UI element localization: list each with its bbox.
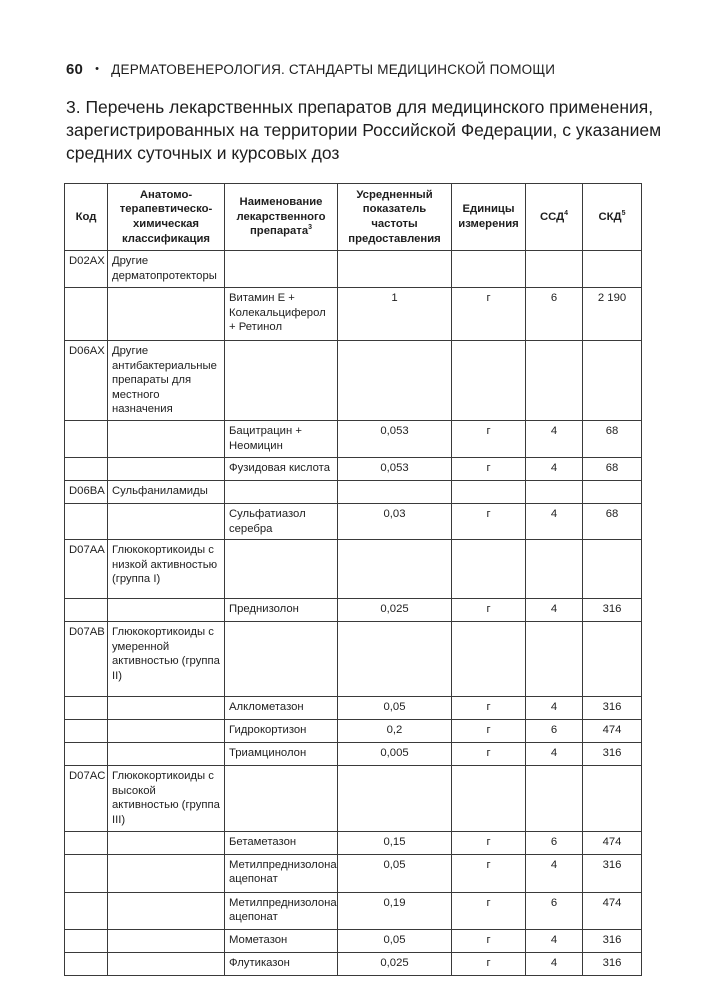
- unit-cell: г: [452, 929, 526, 952]
- header-unit: Единицы измерения: [452, 184, 526, 251]
- drug-name-cell: Флутиказон: [225, 952, 338, 975]
- bullet-separator: •: [95, 63, 100, 75]
- table-row: [65, 341, 642, 421]
- code-cell: [65, 720, 108, 743]
- ssd-cell: 4: [526, 457, 583, 480]
- drug-name-cell: Алклометазон: [225, 697, 338, 720]
- ssd-cell: 4: [526, 697, 583, 720]
- page-number: 60: [66, 60, 84, 78]
- drug-name-cell: Преднизолон: [225, 599, 338, 622]
- classification-cell: [108, 929, 225, 952]
- section-title-line: зарегистрированных на территории Российской Федерации, с указанием: [66, 120, 662, 140]
- code-cell: [65, 854, 108, 892]
- unit-cell: г: [452, 457, 526, 480]
- running-header: [66, 58, 555, 80]
- frequency-cell: 0,053: [338, 420, 452, 457]
- section-title-line: 3. Перечень лекарственных препаратов для медицинского применения,: [66, 97, 654, 117]
- classification-cell: [108, 831, 225, 854]
- skd-cell: 68: [583, 420, 642, 457]
- header-code: Код: [65, 184, 108, 251]
- drug-name-cell: Мометазон: [225, 929, 338, 952]
- classification-cell: [108, 288, 225, 341]
- unit-cell: г: [452, 599, 526, 622]
- code-cell: D07AA: [65, 540, 108, 599]
- ssd-cell: 4: [526, 743, 583, 766]
- frequency-cell: 0,05: [338, 697, 452, 720]
- frequency-cell: [338, 540, 452, 599]
- drug-name-cell: Фузидовая кислота: [225, 457, 338, 480]
- frequency-cell: 0,03: [338, 503, 452, 539]
- table-row: [65, 929, 642, 952]
- frequency-cell: [338, 480, 452, 503]
- ssd-cell: [526, 622, 583, 697]
- classification-cell: [108, 743, 225, 766]
- classification-cell: [108, 892, 225, 929]
- frequency-cell: 0,005: [338, 743, 452, 766]
- unit-cell: [452, 540, 526, 599]
- code-cell: [65, 288, 108, 341]
- skd-cell: 316: [583, 854, 642, 892]
- frequency-cell: [338, 341, 452, 421]
- drug-name-cell: [225, 622, 338, 697]
- unit-cell: г: [452, 831, 526, 854]
- frequency-cell: 0,053: [338, 457, 452, 480]
- unit-cell: г: [452, 697, 526, 720]
- code-cell: D02AX: [65, 251, 108, 288]
- drug-name-cell: [225, 251, 338, 288]
- table-row: [65, 697, 642, 720]
- code-cell: [65, 697, 108, 720]
- frequency-cell: 0,2: [338, 720, 452, 743]
- table-row: [65, 892, 642, 929]
- unit-cell: [452, 622, 526, 697]
- skd-cell: 2 190: [583, 288, 642, 341]
- skd-cell: [583, 251, 642, 288]
- drug-name-cell: Гидрокортизон: [225, 720, 338, 743]
- skd-cell: [583, 540, 642, 599]
- unit-cell: [452, 480, 526, 503]
- code-cell: D06BA: [65, 480, 108, 503]
- header-drug: [225, 184, 338, 251]
- skd-cell: [583, 341, 642, 421]
- table-row: [65, 743, 642, 766]
- unit-cell: г: [452, 503, 526, 539]
- table-row: [65, 420, 642, 457]
- table-row: [65, 854, 642, 892]
- classification-cell: [108, 854, 225, 892]
- unit-cell: [452, 251, 526, 288]
- header-ssd: [526, 184, 583, 251]
- classification-cell: [108, 952, 225, 975]
- frequency-cell: 0,19: [338, 892, 452, 929]
- drug-name-cell: Витамин Е + Колекальциферол + Ретинол: [225, 288, 338, 341]
- ssd-cell: 4: [526, 420, 583, 457]
- ssd-cell: 6: [526, 720, 583, 743]
- table-row: [65, 540, 642, 599]
- table-row: [65, 251, 642, 288]
- classification-cell: Глюкокортикоиды с высокой активностью (группа III): [108, 766, 225, 831]
- unit-cell: г: [452, 892, 526, 929]
- skd-cell: 316: [583, 952, 642, 975]
- drug-name-cell: Метилпреднизолона ацепонат: [225, 854, 338, 892]
- unit-cell: г: [452, 720, 526, 743]
- table-row: [65, 720, 642, 743]
- drug-name-cell: [225, 480, 338, 503]
- code-cell: D06AX: [65, 341, 108, 421]
- drug-name-cell: Сульфатиазол серебра: [225, 503, 338, 539]
- drug-name-cell: [225, 766, 338, 831]
- classification-cell: [108, 720, 225, 743]
- unit-cell: г: [452, 743, 526, 766]
- unit-cell: [452, 766, 526, 831]
- drug-table: [64, 183, 642, 976]
- classification-cell: Глюкокортикоиды с низкой активностью (группа I): [108, 540, 225, 599]
- header-skd-footnote: 5: [621, 209, 626, 217]
- frequency-cell: 0,05: [338, 929, 452, 952]
- ssd-cell: [526, 341, 583, 421]
- header-ssd-label: ССД: [539, 210, 565, 223]
- ssd-cell: 4: [526, 929, 583, 952]
- frequency-cell: 0,05: [338, 854, 452, 892]
- skd-cell: 316: [583, 599, 642, 622]
- skd-cell: 474: [583, 720, 642, 743]
- skd-cell: 316: [583, 697, 642, 720]
- skd-cell: [583, 766, 642, 831]
- skd-cell: [583, 622, 642, 697]
- header-frequency: Усредненный показатель частоты предоставления: [338, 184, 452, 251]
- drug-name-cell: Бетаметазон: [225, 831, 338, 854]
- drug-name-cell: [225, 341, 338, 421]
- unit-cell: [452, 341, 526, 421]
- ssd-cell: [526, 480, 583, 503]
- header-drug-footnote: 3: [308, 224, 313, 232]
- section-title-line: средних суточных и курсовых доз: [66, 143, 340, 163]
- skd-cell: 68: [583, 457, 642, 480]
- skd-cell: 316: [583, 743, 642, 766]
- skd-cell: 316: [583, 929, 642, 952]
- code-cell: [65, 457, 108, 480]
- ssd-cell: [526, 540, 583, 599]
- table-row: [65, 480, 642, 503]
- table-row: [65, 766, 642, 831]
- ssd-cell: 4: [526, 952, 583, 975]
- drug-name-cell: [225, 540, 338, 599]
- drug-name-cell: Метилпреднизолона ацепонат: [225, 892, 338, 929]
- frequency-cell: [338, 766, 452, 831]
- unit-cell: г: [452, 288, 526, 341]
- skd-cell: 474: [583, 892, 642, 929]
- ssd-cell: [526, 251, 583, 288]
- table-row: [65, 288, 642, 341]
- ssd-cell: 4: [526, 503, 583, 539]
- code-cell: [65, 892, 108, 929]
- classification-cell: [108, 599, 225, 622]
- code-cell: [65, 831, 108, 854]
- classification-cell: Другие антибактериальные препараты для местного назначения: [108, 341, 225, 421]
- header-ssd-footnote: 4: [564, 209, 569, 217]
- unit-cell: г: [452, 854, 526, 892]
- code-cell: D07AC: [65, 766, 108, 831]
- table-row: [65, 457, 642, 480]
- ssd-cell: 4: [526, 599, 583, 622]
- ssd-cell: [526, 766, 583, 831]
- header-atc: Анатомо-терапевтическо-химическая классификация: [108, 184, 225, 251]
- unit-cell: г: [452, 420, 526, 457]
- code-cell: D07AB: [65, 622, 108, 697]
- skd-cell: [583, 480, 642, 503]
- classification-cell: [108, 697, 225, 720]
- classification-cell: Другие дерматопротекторы: [108, 251, 225, 288]
- skd-cell: 474: [583, 831, 642, 854]
- frequency-cell: [338, 251, 452, 288]
- frequency-cell: 0,025: [338, 952, 452, 975]
- frequency-cell: 0,15: [338, 831, 452, 854]
- code-cell: [65, 743, 108, 766]
- header-drug-label: Наименование лекарственного препарата: [236, 196, 326, 238]
- table-header-row: [65, 184, 642, 251]
- code-cell: [65, 929, 108, 952]
- section-title: [66, 96, 666, 165]
- header-skd: [583, 184, 642, 251]
- skd-cell: 68: [583, 503, 642, 539]
- table-row: [65, 599, 642, 622]
- code-cell: [65, 503, 108, 539]
- frequency-cell: [338, 622, 452, 697]
- ssd-cell: 4: [526, 854, 583, 892]
- table-row: [65, 831, 642, 854]
- table-body: [65, 251, 642, 976]
- ssd-cell: 6: [526, 831, 583, 854]
- header-skd-label: СКД: [598, 210, 622, 223]
- drug-name-cell: Бацитрацин + Неомицин: [225, 420, 338, 457]
- code-cell: [65, 599, 108, 622]
- code-cell: [65, 952, 108, 975]
- classification-cell: [108, 503, 225, 539]
- ssd-cell: 6: [526, 288, 583, 341]
- unit-cell: г: [452, 952, 526, 975]
- table-row: [65, 503, 642, 539]
- frequency-cell: 1: [338, 288, 452, 341]
- classification-cell: Глюкокортикоиды с умеренной активностью (группа II): [108, 622, 225, 697]
- frequency-cell: 0,025: [338, 599, 452, 622]
- code-cell: [65, 420, 108, 457]
- classification-cell: [108, 457, 225, 480]
- classification-cell: Сульфаниламиды: [108, 480, 225, 503]
- table-row: [65, 952, 642, 975]
- ssd-cell: 6: [526, 892, 583, 929]
- classification-cell: [108, 420, 225, 457]
- drug-name-cell: Триамцинолон: [225, 743, 338, 766]
- table-row: [65, 622, 642, 697]
- book-title: ДЕРМАТОВЕНЕРОЛОГИЯ. СТАНДАРТЫ МЕДИЦИНСКОЙ ПОМОЩИ: [111, 61, 556, 77]
